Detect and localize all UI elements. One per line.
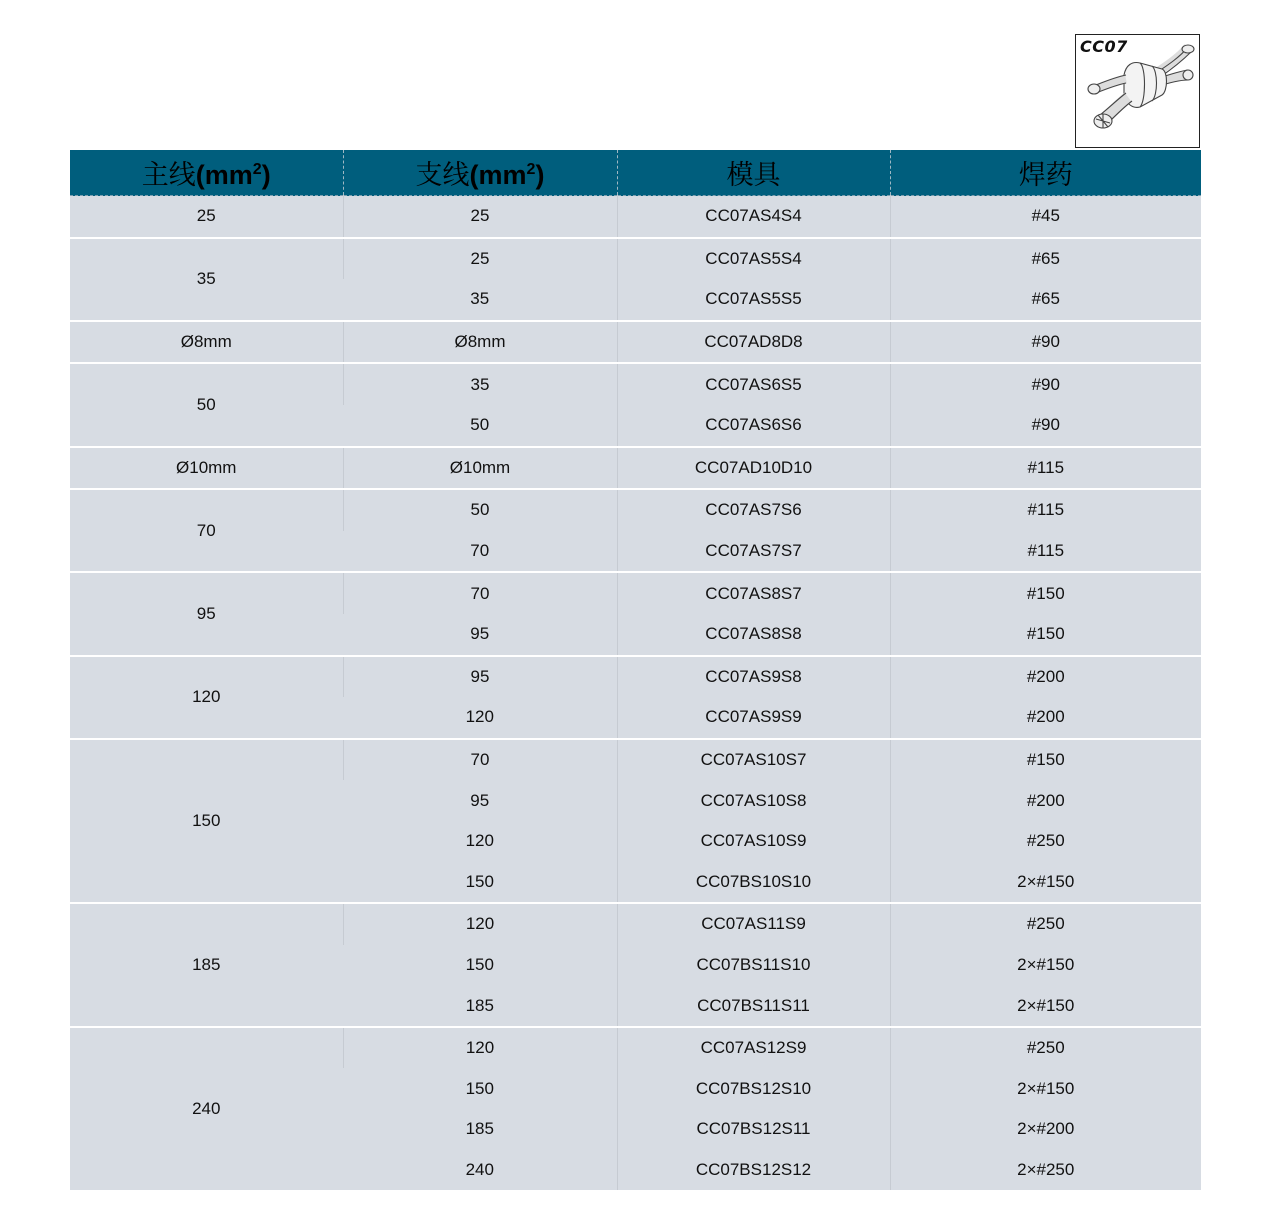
cell-branch-line: 120 — [343, 821, 617, 862]
cell-mold: CC07AS10S9 — [617, 821, 890, 862]
table-row — [70, 489, 1201, 531]
table-header — [70, 150, 1201, 196]
cell-flux: 2×#200 — [890, 1109, 1201, 1150]
table-row — [70, 739, 1201, 781]
cell-main-line: 240 — [70, 1027, 343, 1190]
cell-branch-line: 70 — [343, 531, 617, 573]
table-row — [70, 656, 1201, 698]
header-branch-line: 支线$(mm^2)$ — [343, 150, 617, 196]
cell-main-line: 25 — [70, 196, 343, 238]
cell-mold: CC07BS12S10 — [617, 1068, 890, 1109]
cell-flux: #150 — [890, 614, 1201, 656]
cell-branch-line: 35 — [343, 363, 617, 405]
cell-flux: #65 — [890, 279, 1201, 321]
cell-branch-line: Ø10mm — [343, 447, 617, 490]
cell-flux: #150 — [890, 572, 1201, 614]
product-image-box — [1075, 34, 1200, 148]
cell-mold: CC07BS11S10 — [617, 945, 890, 986]
table-row — [70, 1027, 1201, 1069]
cell-mold: CC07BS11S11 — [617, 985, 890, 1027]
cell-main-line: 50 — [70, 363, 343, 446]
header-main-line: 主线$(mm^2)$ — [70, 150, 343, 196]
cell-flux: #200 — [890, 780, 1201, 821]
cell-flux: 2×#150 — [890, 862, 1201, 904]
cell-branch-line: 185 — [343, 985, 617, 1027]
cell-flux: #65 — [890, 238, 1201, 280]
cell-branch-line: 25 — [343, 196, 617, 238]
cell-main-line: 120 — [70, 656, 343, 739]
cell-mold: CC07AS5S4 — [617, 238, 890, 280]
cell-flux: #45 — [890, 196, 1201, 238]
cell-mold: CC07BS10S10 — [617, 862, 890, 904]
cell-flux: #250 — [890, 903, 1201, 945]
table-row — [70, 363, 1201, 405]
cell-main-line: 150 — [70, 739, 343, 903]
cell-flux: 2×#250 — [890, 1150, 1201, 1191]
cell-flux: 2×#150 — [890, 1068, 1201, 1109]
cell-branch-line: 50 — [343, 489, 617, 531]
table-row — [70, 447, 1201, 490]
cell-mold: CC07AS9S8 — [617, 656, 890, 698]
cell-mold: CC07AS12S9 — [617, 1027, 890, 1069]
table-row — [70, 903, 1201, 945]
cell-flux: #200 — [890, 697, 1201, 739]
header-flux: 焊药 — [890, 150, 1201, 196]
cell-flux: #150 — [890, 739, 1201, 781]
cell-branch-line: 95 — [343, 656, 617, 698]
cell-branch-line: 50 — [343, 405, 617, 447]
cell-flux: #250 — [890, 1027, 1201, 1069]
header-mold: 模具 — [617, 150, 890, 196]
cell-branch-line: 35 — [343, 279, 617, 321]
cell-mold: CC07AD8D8 — [617, 321, 890, 364]
table-row — [70, 196, 1201, 238]
cell-branch-line: Ø8mm — [343, 321, 617, 364]
cell-mold: CC07AS6S5 — [617, 363, 890, 405]
cell-main-line: 70 — [70, 489, 343, 572]
cell-flux: 2×#150 — [890, 945, 1201, 986]
cell-flux: #115 — [890, 531, 1201, 573]
cell-branch-line: 120 — [343, 1027, 617, 1069]
cell-main-line: Ø8mm — [70, 321, 343, 364]
cell-branch-line: 120 — [343, 697, 617, 739]
cell-branch-line: 70 — [343, 739, 617, 781]
table-row — [70, 572, 1201, 614]
product-label: CC07 — [1080, 37, 1128, 56]
cell-flux: 2×#150 — [890, 985, 1201, 1027]
cell-main-line: Ø10mm — [70, 447, 343, 490]
cell-branch-line: 120 — [343, 903, 617, 945]
cell-mold: CC07AD10D10 — [617, 447, 890, 490]
table-row — [70, 238, 1201, 280]
cell-flux: #115 — [890, 447, 1201, 490]
cell-flux: #90 — [890, 363, 1201, 405]
spec-table — [70, 150, 1201, 1190]
cell-flux: #250 — [890, 821, 1201, 862]
cell-branch-line: 150 — [343, 945, 617, 986]
table-row — [70, 321, 1201, 364]
cell-flux: #200 — [890, 656, 1201, 698]
cell-branch-line: 240 — [343, 1150, 617, 1191]
cell-branch-line: 95 — [343, 614, 617, 656]
cell-flux: #115 — [890, 489, 1201, 531]
cell-flux: #90 — [890, 321, 1201, 364]
cell-branch-line: 25 — [343, 238, 617, 280]
cell-mold: CC07AS9S9 — [617, 697, 890, 739]
cell-mold: CC07AS7S7 — [617, 531, 890, 573]
cell-mold: CC07AS10S8 — [617, 780, 890, 821]
cell-branch-line: 95 — [343, 780, 617, 821]
cell-main-line: 35 — [70, 238, 343, 321]
cell-branch-line: 150 — [343, 862, 617, 904]
cell-mold: CC07AS6S6 — [617, 405, 890, 447]
cell-mold: CC07AS4S4 — [617, 196, 890, 238]
cell-mold: CC07AS7S6 — [617, 489, 890, 531]
cell-mold: CC07AS8S8 — [617, 614, 890, 656]
cell-main-line: 185 — [70, 903, 343, 1027]
cell-mold: CC07BS12S12 — [617, 1150, 890, 1191]
cell-mold: CC07AS11S9 — [617, 903, 890, 945]
cell-branch-line: 70 — [343, 572, 617, 614]
cell-mold: CC07BS12S11 — [617, 1109, 890, 1150]
cell-main-line: 95 — [70, 572, 343, 655]
cell-mold: CC07AS10S7 — [617, 739, 890, 781]
cell-mold: CC07AS8S7 — [617, 572, 890, 614]
cell-branch-line: 185 — [343, 1109, 617, 1150]
table-body — [70, 196, 1201, 1191]
cell-flux: #90 — [890, 405, 1201, 447]
cell-mold: CC07AS5S5 — [617, 279, 890, 321]
cell-branch-line: 150 — [343, 1068, 617, 1109]
